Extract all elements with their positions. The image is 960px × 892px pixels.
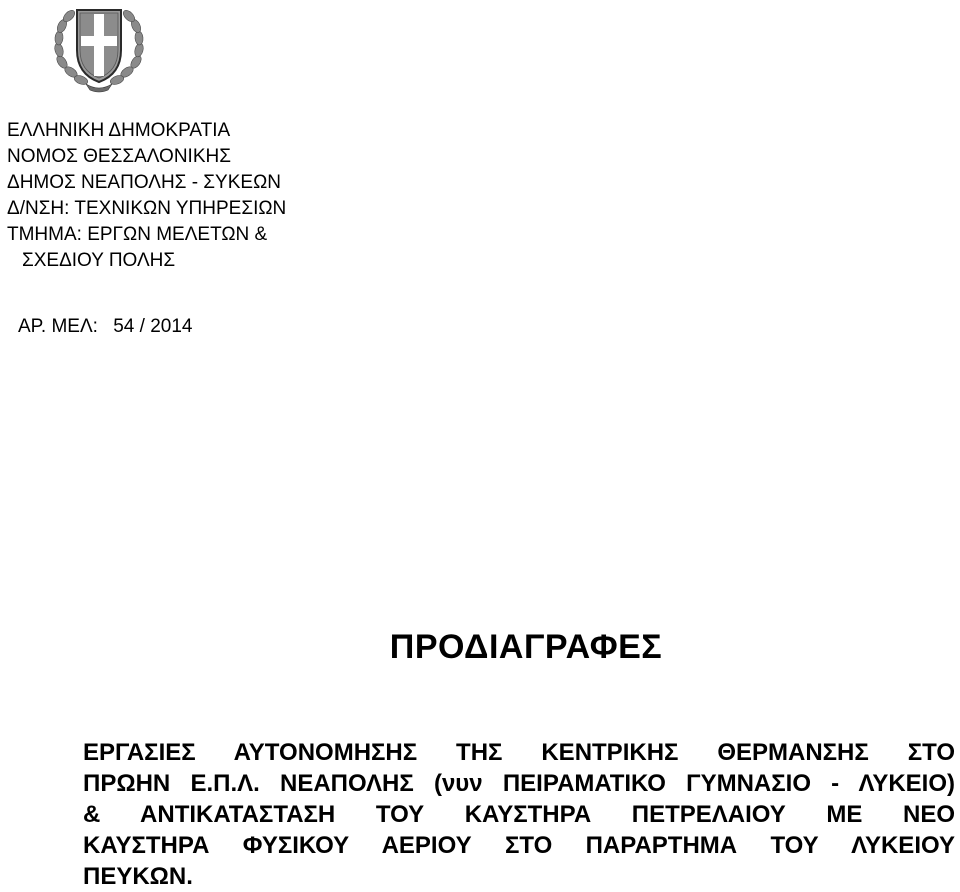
header-line-department-cont: ΣΧΕΔΙΟΥ ΠΟΛΗΣ (22, 250, 176, 271)
document-subject (83, 737, 955, 892)
header-line-department: ΤΜΗΜΑ: ΕΡΓΩΝ ΜΕΛΕΤΩΝ & (7, 224, 268, 245)
header-line-municipality: ΔΗΜΟΣ ΝΕΑΠΟΛΗΣ - ΣΥΚΕΩΝ (7, 172, 281, 193)
coat-of-arms-icon (50, 0, 148, 94)
subject-line: ΚΑΥΣΤΗΡΑ ΦΥΣΙΚΟΥ ΑΕΡΙΟΥ ΣΤΟ ΠΑΡΑΡΤΗΜΑ ΤΟΥ ΛΥΚΕΙΟΥ (83, 832, 955, 859)
header-line-prefecture: ΝΟΜΟΣ ΘΕΣΣΑΛΟΝΙΚΗΣ (7, 146, 231, 167)
subject-line: ΕΡΓΑΣΙΕΣ ΑΥΤΟΝΟΜΗΣΗΣ ΤΗΣ ΚΕΝΤΡΙΚΗΣ ΘΕΡΜΑΝΣΗΣ ΣΤΟ (83, 739, 955, 766)
study-reference-number: 54 / 2014 (113, 316, 193, 337)
header-line-directorate: Δ/ΝΣΗ: ΤΕΧΝΙΚΩΝ ΥΠΗΡΕΣΙΩΝ (7, 198, 287, 219)
subject-line: ΠΕΥΚΩΝ. (83, 863, 193, 890)
subject-line: ΠΡΩΗΝ Ε.Π.Λ. ΝΕΑΠΟΛΗΣ (νυν ΠΕΙΡΑΜΑΤΙΚΟ ΓΥΜΝΑΣΙΟ - ΛΥΚΕΙΟ) (83, 770, 955, 797)
study-reference-label: ΑΡ. ΜΕΛ: (18, 316, 98, 337)
document-title: ΠΡΟΔΙΑΓΡΑΦΕΣ (389, 628, 663, 666)
subject-line: & ΑΝΤΙΚΑΤΑΣΤΑΣΗ ΤΟΥ ΚΑΥΣΤΗΡΑ ΠΕΤΡΕΛΑΙΟΥ ΜΕ ΝΕΟ (83, 801, 955, 828)
study-reference (18, 316, 192, 338)
header-line-country: ΕΛΛΗΝΙΚΗ ΔΗΜΟΚΡΑΤΙΑ (7, 120, 231, 141)
issuing-authority-header (7, 118, 286, 274)
